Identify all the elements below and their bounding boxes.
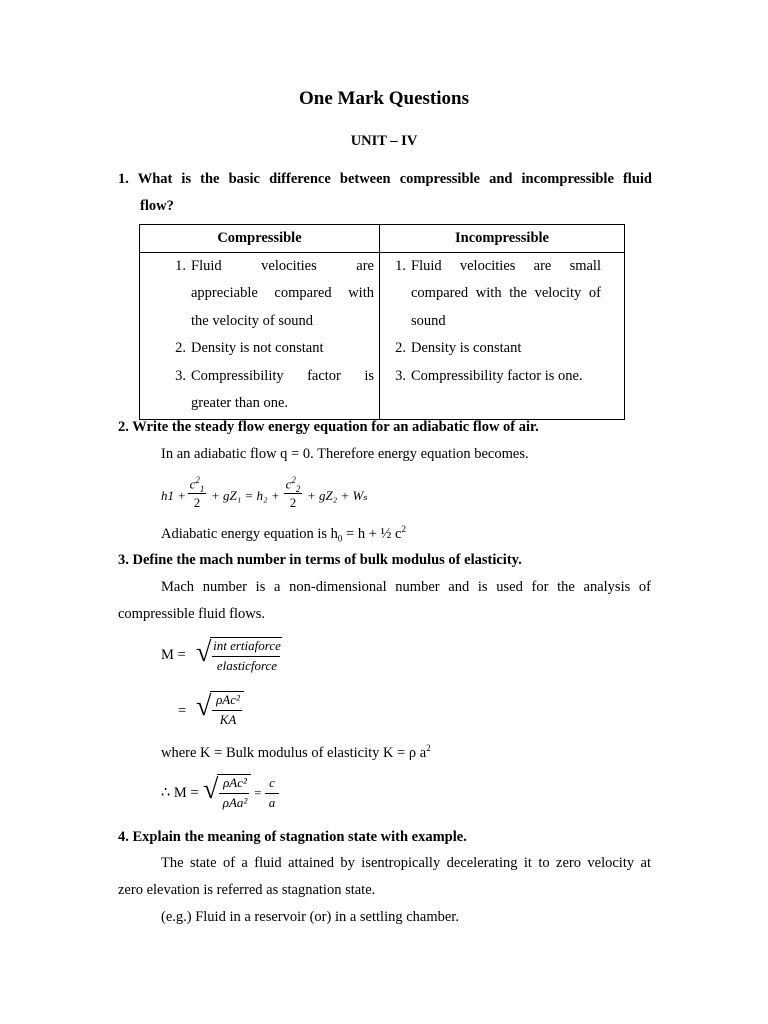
energy-equation: h1 + $c^2_1$ 2 + gZ₁ = h₂ + $c^2_2$ 2 + gZ₂ + Wₛ bbox=[161, 475, 368, 510]
q4-text-1: The state of a fluid attained by isentropically decelerating it to zero velocity at bbox=[161, 855, 651, 871]
unit-heading: UNIT – IV bbox=[350, 133, 418, 149]
comparison-table bbox=[139, 224, 625, 420]
equals: = bbox=[178, 703, 187, 719]
q3-text-2: compressible fluid flows. bbox=[118, 606, 265, 622]
mach-formula-3: √ ρAc² ρAa² = c a bbox=[203, 772, 293, 814]
mach-formula-1: √ int ertiaforce elasticforce bbox=[196, 637, 281, 673]
page-title: One Mark Questions bbox=[299, 88, 469, 109]
mach-label: M = bbox=[161, 647, 186, 663]
q4-text-3: (e.g.) Fluid in a reservoir (or) in a settling chamber. bbox=[161, 909, 459, 925]
table-header-compressible: Compressible bbox=[140, 225, 380, 253]
question-1: 1. What is the basic difference between compressible and incompressible fluid bbox=[118, 171, 652, 187]
question-1-continued: flow? bbox=[140, 198, 174, 214]
adiabatic-energy-equation: Adiabatic energy equation is $h_0 = h$ + ½ $c^2$ bbox=[161, 524, 406, 544]
q3-text-1: Mach number is a non-dimensional number and is used for the analysis of bbox=[161, 579, 651, 595]
q2-text: In an adiabatic flow q = 0. Therefore energy equation becomes. bbox=[161, 446, 529, 462]
incompressible-column: 1. Fluid velocities are small compared with the velocity of sound 2. Density is constant 3. Compressibility factor is one. bbox=[380, 253, 625, 420]
question-2: 2. Write the steady flow energy equation for an adiabatic flow of air. bbox=[118, 419, 539, 435]
bulk-modulus-definition: where K = Bulk modulus of elasticity K = ρ $a^2$ bbox=[161, 743, 431, 761]
table-header-incompressible: Incompressible bbox=[380, 225, 625, 253]
therefore-mach: ∴ M = bbox=[161, 785, 199, 801]
compressible-column: 1. Fluid velocities are appreciable compared with the velocity of sound 2. Density is not constant 3. Compressibility factor is greater than one. bbox=[140, 253, 380, 420]
mach-formula-2: √ ρAc² KA bbox=[196, 689, 246, 731]
question-3: 3. Define the mach number in terms of bulk modulus of elasticity. bbox=[118, 552, 522, 568]
q4-text-2: zero elevation is referred as stagnation state. bbox=[118, 882, 376, 898]
question-4: 4. Explain the meaning of stagnation state with example. bbox=[118, 829, 467, 845]
